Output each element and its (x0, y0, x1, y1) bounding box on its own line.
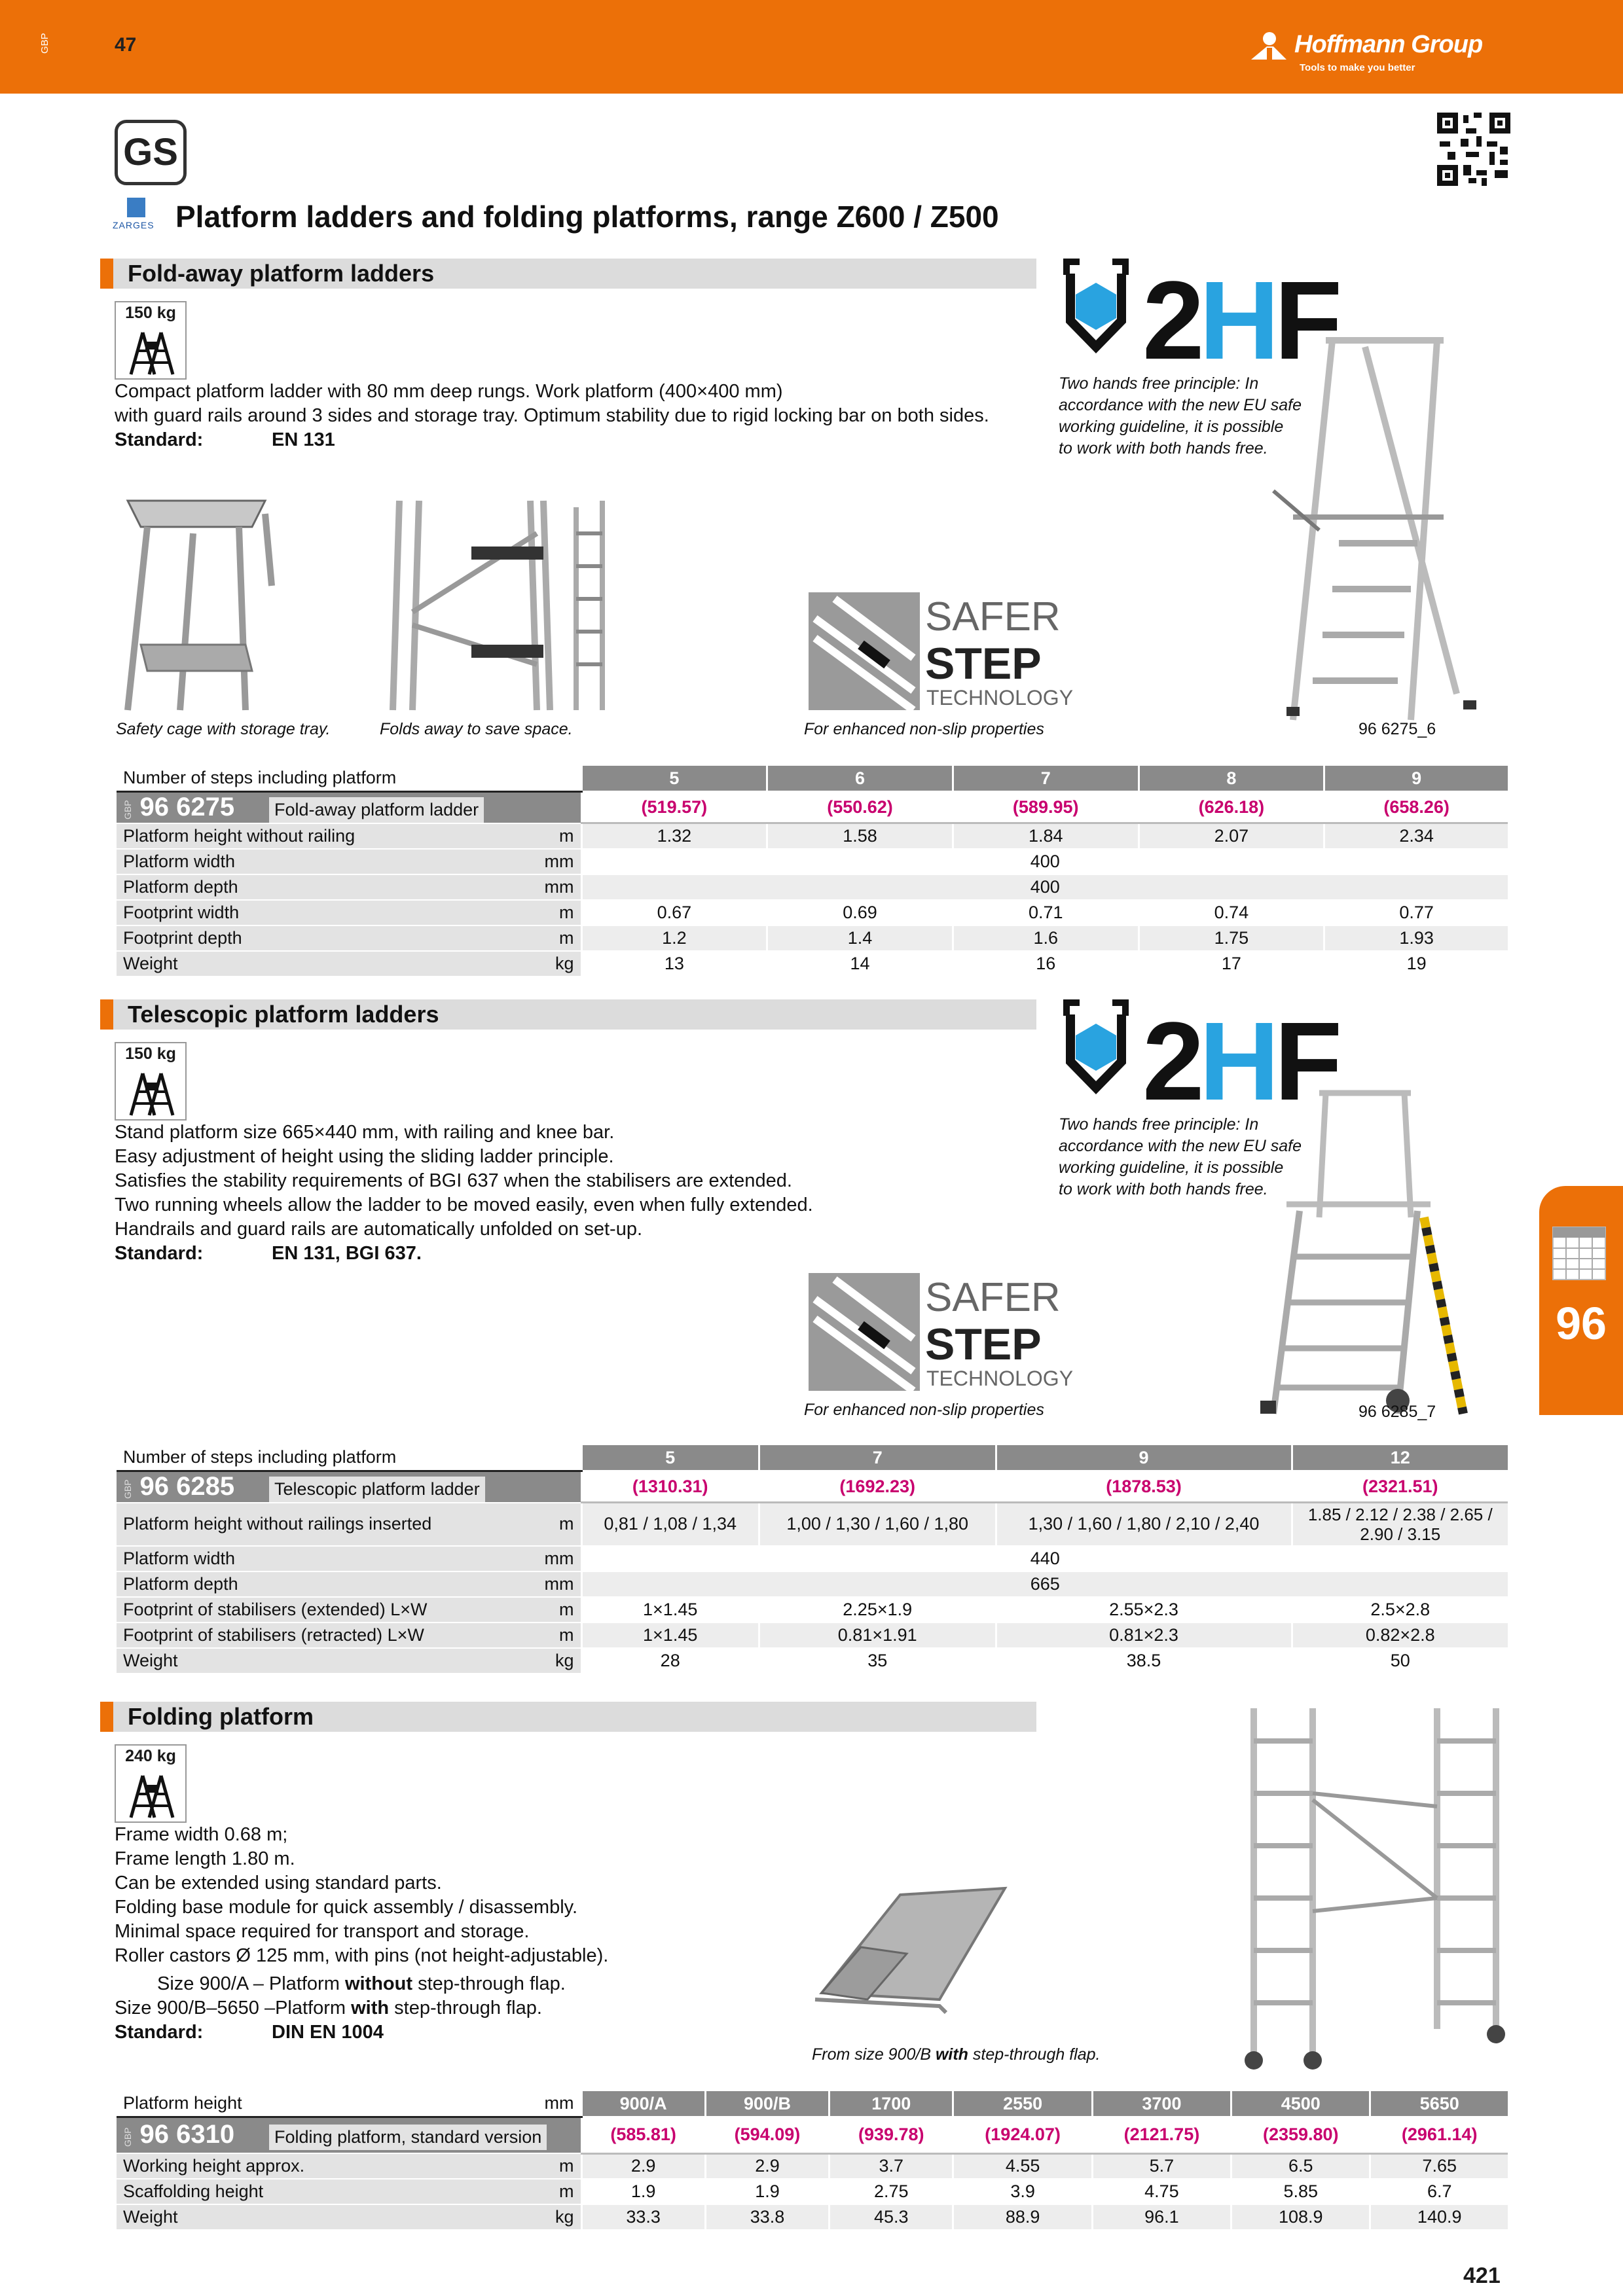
row-label: Working height approx. (117, 2153, 509, 2179)
row-unit: m (509, 1597, 581, 1623)
step-label: STEP (925, 1319, 1042, 1369)
ladder-load-icon (126, 1069, 178, 1117)
standard-label: Standard: (115, 1243, 204, 1264)
price-cell[interactable]: (626.18) (1139, 791, 1324, 823)
image-folding-scaffold (1241, 1702, 1516, 2075)
article-cell[interactable] (117, 2117, 581, 2153)
table-row (117, 1623, 1508, 1648)
cell: 33.8 (705, 2204, 829, 2230)
cell: 0,81 / 1,08 / 1,34 (581, 1503, 759, 1546)
cell: 108.9 (1231, 2204, 1370, 2230)
standard-label: Standard: (115, 2022, 204, 2043)
desc-line: Two running wheels allow the ladder to be moved easily, even when fully extended. (115, 1194, 813, 1215)
table-head-label: Number of steps including platform (117, 766, 509, 791)
hf-note-line: accordance with the new EU safe (1059, 396, 1302, 414)
caption: For enhanced non-slip properties (804, 720, 1044, 738)
desc-line: with guard rails around 3 sides and storage tray. Optimum stability due to rigid locking bar on both sides. (115, 405, 989, 426)
cell: 1,00 / 1,30 / 1,60 / 1,80 (759, 1503, 996, 1546)
row-label: Footprint depth (117, 925, 509, 951)
hf-note-line: Two hands free principle: In (1059, 374, 1259, 393)
safer-step-icon (809, 1273, 1074, 1410)
cell: 440 (581, 1546, 1508, 1571)
price-cell[interactable]: (1310.31) (581, 1471, 759, 1503)
article-number[interactable]: 96 6285 (139, 1471, 235, 1501)
col-head: 7 (953, 766, 1139, 791)
row-label: Weight (117, 1648, 509, 1674)
cell: 7.65 (1370, 2153, 1508, 2179)
desc-line: Can be extended using standard parts. (115, 1873, 442, 1893)
price-cell[interactable]: (939.78) (830, 2117, 953, 2153)
row-label: Platform height without railing (117, 823, 509, 849)
row-label: Weight (117, 951, 509, 977)
safer-step-icon (809, 592, 1074, 730)
image-ladder-side (563, 494, 615, 710)
table-row (117, 1648, 1508, 1674)
hf-note-line: accordance with the new EU safe (1059, 1137, 1302, 1155)
row-label: Platform height without railings inserted (117, 1503, 509, 1546)
table-row (117, 1597, 1508, 1623)
row-unit: mm (509, 1571, 581, 1597)
row-label: Platform width (117, 1546, 509, 1571)
image-code: 96 6275_6 (1359, 720, 1436, 738)
cell: 0.81×1.91 (759, 1623, 996, 1648)
table-row (117, 1546, 1508, 1571)
qr-code-icon[interactable] (1437, 113, 1510, 186)
cell: 28 (581, 1648, 759, 1674)
cell: 13 (581, 951, 767, 977)
hf-note-line: Two hands free principle: In (1059, 1115, 1259, 1134)
table-row (117, 1503, 1508, 1546)
row-unit: m (509, 823, 581, 849)
page-title: Platform ladders and folding platforms, range Z600 / Z500 (175, 200, 999, 234)
hf-note-line: to work with both hands free. (1059, 439, 1268, 457)
standard-value: EN 131 (272, 429, 335, 450)
desc-line: Handrails and guard rails are automatically unfolded on set-up. (115, 1219, 643, 1240)
row-unit: kg (509, 1648, 581, 1674)
desc-line: Compact platform ladder with 80 mm deep rungs. Work platform (400×400 mm) (115, 381, 783, 402)
cell: 45.3 (830, 2204, 953, 2230)
price-cell[interactable]: (1692.23) (759, 1471, 996, 1503)
zarges-label: ZARGES (113, 220, 155, 230)
image-platform-ladder (1247, 327, 1509, 720)
brand-tagline: Tools to make you better (1300, 62, 1415, 73)
cell: 2.75 (830, 2179, 953, 2204)
technology-label: TECHNOLOGY (926, 686, 1074, 709)
catalog-grid-icon (1552, 1227, 1606, 1280)
section-heading-telescopic: Telescopic platform ladders (100, 999, 1036, 1030)
cell: 2.34 (1324, 823, 1508, 849)
image-platform-flap (809, 1869, 1018, 2019)
col-head: 5 (581, 766, 767, 791)
cell: 0.81×2.3 (996, 1623, 1292, 1648)
caption: For enhanced non-slip properties (804, 1401, 1044, 1419)
cell: 0.67 (581, 900, 767, 925)
cell: 2.9 (581, 2153, 705, 2179)
zarges-logo-icon (113, 198, 160, 233)
cell: 6.5 (1231, 2153, 1370, 2179)
desc-line: Satisfies the stability requirements of BGI 637 when the stabilisers are extended. (115, 1170, 792, 1191)
cell: 1.93 (1324, 925, 1508, 951)
hf-logo-text: 2HF (1142, 259, 1338, 383)
table-row (117, 2179, 1508, 2204)
desc-line: Folding base module for quick assembly / disassembly. (115, 1897, 578, 1918)
price-cell[interactable]: (2359.80) (1231, 2117, 1370, 2153)
col-head: 1700 (830, 2091, 953, 2117)
section-heading-folding-platform: Folding platform (100, 1702, 1036, 1732)
price-cell[interactable]: (2961.14) (1370, 2117, 1508, 2153)
section-description (115, 1823, 835, 2045)
ladder-load-icon (126, 329, 178, 376)
price-cell[interactable]: (585.81) (581, 2117, 705, 2153)
table-row (117, 823, 1508, 849)
image-safety-cage (115, 488, 285, 710)
article-cell[interactable] (117, 1471, 581, 1503)
desc-line: Frame width 0.68 m; (115, 1824, 288, 1845)
cell: 1.9 (705, 2179, 829, 2204)
ladder-load-icon (126, 1772, 178, 1819)
col-head: 5650 (1370, 2091, 1508, 2117)
section-description (115, 380, 1084, 452)
row-unit: kg (509, 2204, 581, 2230)
row-unit: m (509, 2153, 581, 2179)
table-row (117, 900, 1508, 925)
row-label: Footprint of stabilisers (retracted) L×W (117, 1623, 509, 1648)
table-row (117, 874, 1508, 900)
price-cell[interactable]: (2121.75) (1092, 2117, 1231, 2153)
desc-line: Frame length 1.80 m. (115, 1848, 295, 1869)
load-capacity: 150 kg (125, 304, 176, 322)
table-row (117, 849, 1508, 874)
price-cell[interactable]: (1924.07) (953, 2117, 1092, 2153)
cell: 1×1.45 (581, 1623, 759, 1648)
cell: 38.5 (996, 1648, 1292, 1674)
col-head: 8 (1139, 766, 1324, 791)
row-label: Platform depth (117, 874, 509, 900)
price-cell[interactable]: (594.09) (705, 2117, 829, 2153)
page-number-bottom: 421 (1463, 2263, 1501, 2288)
cell: 140.9 (1370, 2204, 1508, 2230)
size-a-line: Size 900/A – Platform without step-through flap. (157, 1973, 566, 1994)
col-head: 7 (759, 1445, 996, 1471)
step-label: STEP (925, 639, 1042, 689)
cell: 1.32 (581, 823, 767, 849)
cell: 3.9 (953, 2179, 1092, 2204)
row-label: Platform depth (117, 1571, 509, 1597)
cell: 4.75 (1092, 2179, 1231, 2204)
caption: Folds away to save space. (380, 720, 573, 738)
desc-line: Minimal space required for transport and storage. (115, 1921, 530, 1942)
row-unit: mm (509, 849, 581, 874)
desc-line: Stand platform size 665×440 mm, with railing and knee bar. (115, 1122, 615, 1143)
cell: 1.2 (581, 925, 767, 951)
cell: 50 (1292, 1648, 1508, 1674)
cell: 1.9 (581, 2179, 705, 2204)
load-capacity: 240 kg (125, 1747, 176, 1765)
cell: 0.69 (767, 900, 953, 925)
row-unit: kg (509, 951, 581, 977)
price-cell[interactable]: (2321.51) (1292, 1471, 1508, 1503)
section-description (115, 1121, 1031, 1266)
cell: 14 (767, 951, 953, 977)
cell: 35 (759, 1648, 996, 1674)
hoffmann-logo-icon (1247, 29, 1293, 62)
gs-mark-icon: GS (115, 120, 187, 185)
col-head: 9 (1324, 766, 1508, 791)
safer-label: SAFER (925, 1275, 1061, 1320)
cell: 2.55×2.3 (996, 1597, 1292, 1623)
table-head-unit: mm (509, 2091, 581, 2117)
standard-value: DIN EN 1004 (272, 2022, 384, 2043)
col-head: 900/A (581, 2091, 705, 2117)
image-code: 96 6285_7 (1359, 1403, 1436, 1421)
size-b-line: Size 900/B–5650 –Platform with step-through flap. (115, 1998, 542, 2018)
cell: 0.82×2.8 (1292, 1623, 1508, 1648)
hf-note-line: working guideline, it is possible (1059, 1158, 1284, 1177)
load-badge (115, 1744, 187, 1823)
cell: 2.25×1.9 (759, 1597, 996, 1623)
article-name: Telescopic platform ladder (269, 1477, 485, 1502)
spec-table-966275 (117, 766, 1508, 977)
row-label: Scaffolding height (117, 2179, 509, 2204)
table-row (117, 2204, 1508, 2230)
row-label: Footprint width (117, 900, 509, 925)
row-unit: mm (509, 874, 581, 900)
cell: 2.9 (705, 2153, 829, 2179)
standard-line (115, 428, 1084, 452)
table-row (117, 951, 1508, 977)
cell: 400 (581, 874, 1508, 900)
col-head: 2550 (953, 2091, 1092, 2117)
cell: 3.7 (830, 2153, 953, 2179)
cell: 1.85 / 2.12 / 2.38 / 2.65 / 2.90 / 3.15 (1292, 1503, 1508, 1546)
col-head: 9 (996, 1445, 1292, 1471)
chapter-number: 96 (1556, 1298, 1607, 1349)
col-head: 12 (1292, 1445, 1508, 1471)
article-country: GBP (122, 799, 133, 819)
desc-line: Roller castors Ø 125 mm, with pins (not height-adjustable). (115, 1945, 609, 1966)
cell: 6.7 (1370, 2179, 1508, 2204)
cell: 2.07 (1139, 823, 1324, 849)
cell: 17 (1139, 951, 1324, 977)
cell: 0.74 (1139, 900, 1324, 925)
article-cell[interactable] (117, 791, 581, 823)
cell: 1.4 (767, 925, 953, 951)
hf-note-line: working guideline, it is possible (1059, 418, 1284, 436)
standard-line (115, 1242, 1031, 1266)
row-label: Footprint of stabilisers (extended) L×W (117, 1597, 509, 1623)
table-head-label: Number of steps including platform (117, 1445, 509, 1471)
row-unit: mm (509, 1546, 581, 1571)
cell: 1×1.45 (581, 1597, 759, 1623)
row-label: Weight (117, 2204, 509, 2230)
row-unit: m (509, 2179, 581, 2204)
spec-table-966285 (117, 1445, 1508, 1674)
article-country: GBP (122, 1479, 133, 1499)
cell: 33.3 (581, 2204, 705, 2230)
cell: 19 (1324, 951, 1508, 977)
cell: 1.58 (767, 823, 953, 849)
brand-name: Hoffmann Group (1294, 31, 1483, 58)
cell: 16 (953, 951, 1139, 977)
cell: 5.85 (1231, 2179, 1370, 2204)
col-head: 900/B (705, 2091, 829, 2117)
col-head: 4500 (1231, 2091, 1370, 2117)
chapter-tab[interactable] (1539, 1186, 1623, 1415)
price-cell[interactable]: (589.95) (953, 791, 1139, 823)
cell: 1.84 (953, 823, 1139, 849)
load-capacity: 150 kg (125, 1045, 176, 1063)
section-heading-fold-away: Fold-away platform ladders (100, 259, 1036, 289)
cell: 1.75 (1139, 925, 1324, 951)
caption: From size 900/B with step-through flap. (812, 2045, 1101, 2064)
cell: 1.6 (953, 925, 1139, 951)
price-cell[interactable]: (1878.53) (996, 1471, 1292, 1503)
article-name: Folding platform, standard version (269, 2125, 547, 2150)
row-unit: m (509, 925, 581, 951)
brand-logo[interactable] (1247, 29, 1509, 82)
cell: 400 (581, 849, 1508, 874)
safer-label: SAFER (925, 594, 1061, 639)
price-cell[interactable]: (658.26) (1324, 791, 1508, 823)
cell: 665 (581, 1571, 1508, 1597)
load-badge (115, 301, 187, 380)
standard-label: Standard: (115, 429, 204, 450)
standard-line (115, 2020, 835, 2045)
cell: 5.7 (1092, 2153, 1231, 2179)
image-folded-ladder (373, 494, 570, 710)
col-head: 3700 (1092, 2091, 1231, 2117)
article-number[interactable]: 96 6275 (139, 792, 235, 821)
image-telescopic-ladder (1247, 1086, 1509, 1420)
hf-logo-text: 2HF (1142, 999, 1338, 1124)
spec-table-966310 (117, 2091, 1508, 2231)
desc-line: Easy adjustment of height using the sliding ladder principle. (115, 1146, 614, 1167)
cell: 0.71 (953, 900, 1139, 925)
cell: 96.1 (1092, 2204, 1231, 2230)
article-name: Fold-away platform ladder (269, 797, 484, 823)
load-badge (115, 1042, 187, 1121)
cell: 4.55 (953, 2153, 1092, 2179)
table-row (117, 2153, 1508, 2179)
article-number[interactable]: 96 6310 (139, 2120, 235, 2149)
table-head-label: Platform height (117, 2091, 509, 2117)
row-unit: m (509, 1503, 581, 1546)
price-cell[interactable]: (519.57) (581, 791, 767, 823)
row-label: Platform width (117, 849, 509, 874)
caption: Safety cage with storage tray. (116, 720, 331, 738)
cell: 2.5×2.8 (1292, 1597, 1508, 1623)
table-row (117, 1571, 1508, 1597)
technology-label: TECHNOLOGY (926, 1367, 1074, 1390)
standard-value: EN 131, BGI 637. (272, 1243, 422, 1264)
col-head: 6 (767, 766, 953, 791)
page-number-top: 47 (115, 34, 137, 56)
cell: 0.77 (1324, 900, 1508, 925)
price-cell[interactable]: (550.62) (767, 791, 953, 823)
cell: 1,30 / 1,60 / 1,80 / 2,10 / 2,40 (996, 1503, 1292, 1546)
row-unit: m (509, 900, 581, 925)
row-unit: m (509, 1623, 581, 1648)
col-head: 5 (581, 1445, 759, 1471)
hf-note-line: to work with both hands free. (1059, 1180, 1268, 1198)
side-code: GBP (39, 33, 50, 54)
article-country: GBP (122, 2127, 133, 2147)
table-row (117, 925, 1508, 951)
cell: 88.9 (953, 2204, 1092, 2230)
